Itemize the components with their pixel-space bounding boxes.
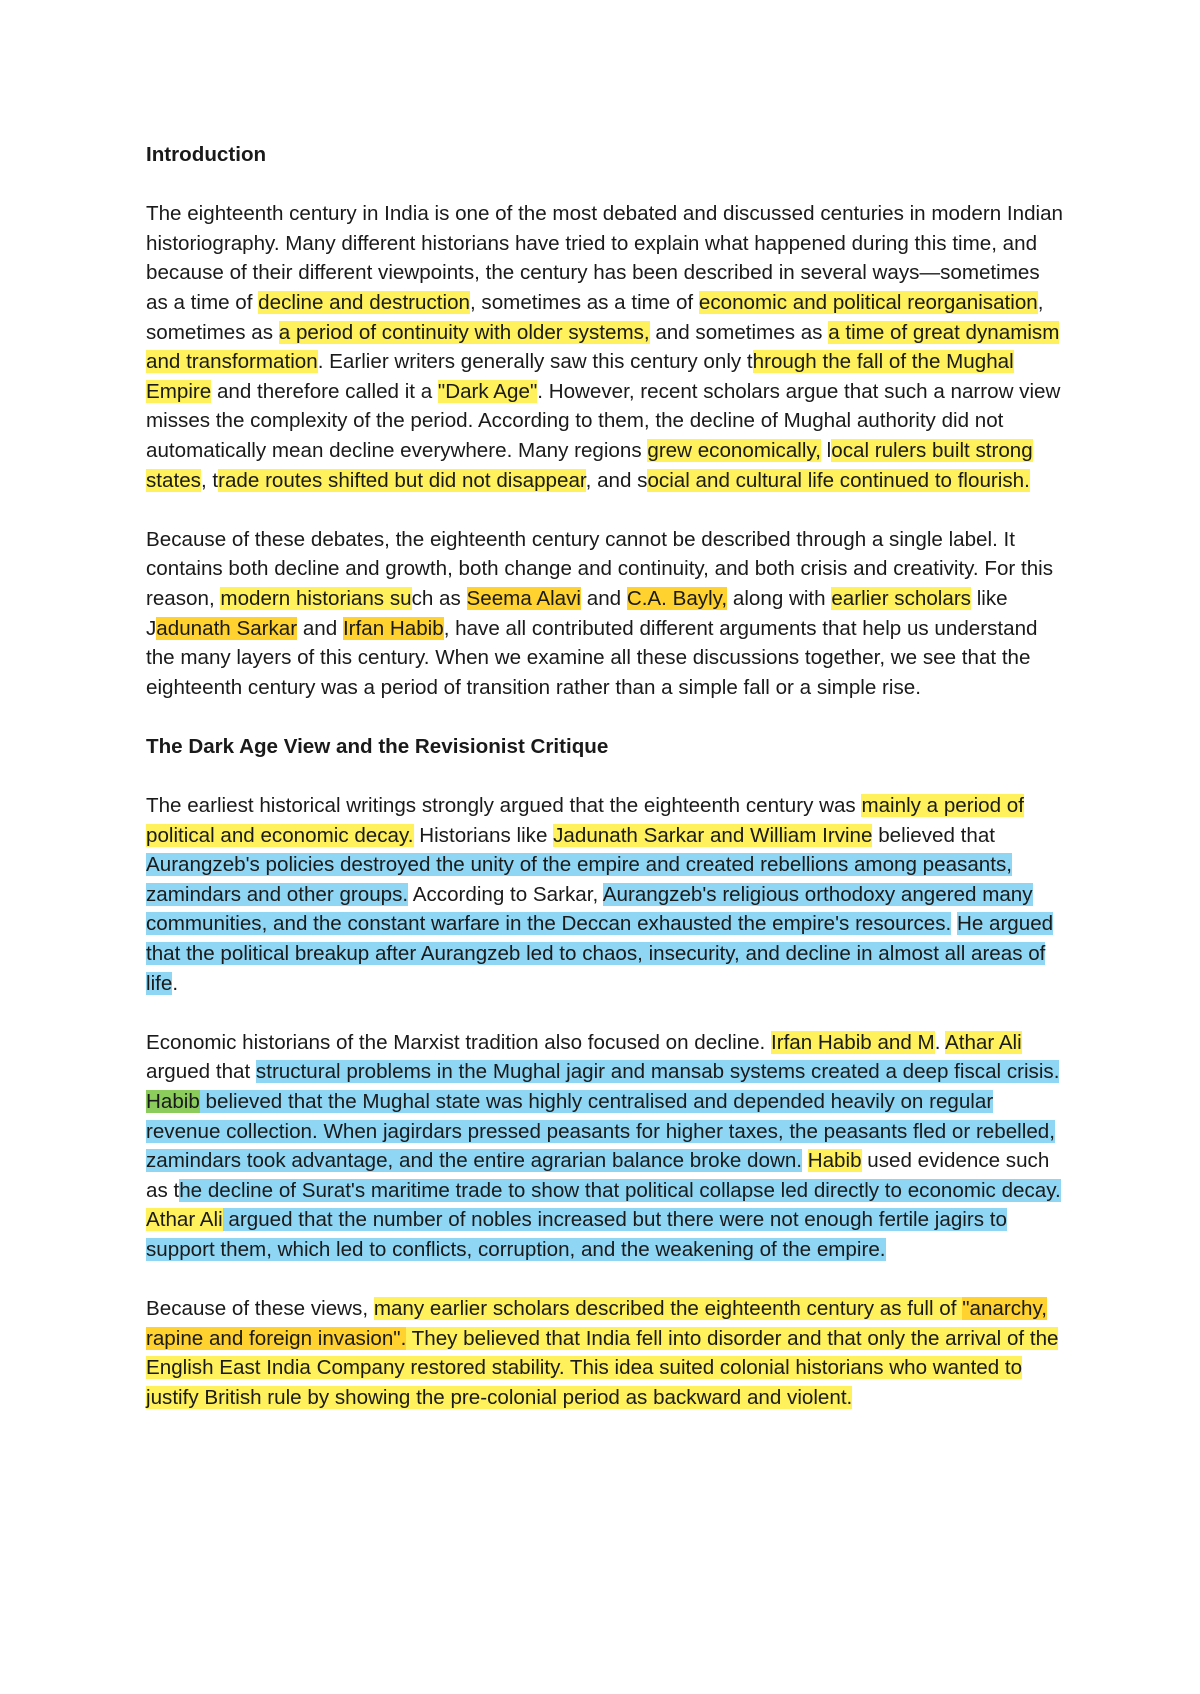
highlighted-text: earlier scholars xyxy=(831,586,971,610)
text-run: ch as xyxy=(411,586,467,610)
text-run: , t xyxy=(200,468,219,492)
highlighted-text: many earlier scholars described the eighteenth century as full of xyxy=(373,1297,963,1321)
highlighted-text: economic and political reorganisation xyxy=(698,290,1038,314)
text-run: . However, recent scholars argue that such a narrow view misses the complexity of the period. According to them, the decline of Mughal authority did not automatically mean decline everywhere. Many regions xyxy=(146,379,1061,462)
highlighted-text: Aurangzeb's policies destroyed the unity of the empire and created rebellions among peasants, zamindars and other groups. xyxy=(146,853,1012,906)
highlighted-text: He argued that the political breakup after Aurangzeb led to chaos, insecurity, and decline in almost all areas of life xyxy=(146,912,1054,995)
highlighted-text: C.A. Bayly, xyxy=(626,586,728,610)
paragraph-dark-age-2 xyxy=(146,1028,1066,1265)
highlighted-text: Aurangzeb's religious orthodoxy angered many communities, and the constant warfare in the Deccan exhausted the empire's resources. xyxy=(146,882,1033,936)
text-run: . Earlier writers generally saw this century only t xyxy=(317,350,753,374)
highlighted-text: When jagirdars pressed peasants for higher taxes, the peasants fled or rebelled, zamindars took advantage, and the entire agrarian balance broke down. xyxy=(146,1119,1055,1173)
text-run: , sometimes as a time of xyxy=(469,290,699,314)
text-run: along with xyxy=(727,586,832,610)
highlighted-text: grew economically, xyxy=(647,438,821,462)
highlighted-text: Athar Ali xyxy=(945,1030,1022,1054)
highlighted-text: a period of continuity with older systems, xyxy=(278,320,650,344)
highlighted-text: structural problems in the Mughal jagir and mansab systems created a deep fiscal crisis. xyxy=(255,1060,1060,1084)
document-body xyxy=(146,140,1066,1442)
text-run: argued that xyxy=(146,1060,256,1084)
text-run: and xyxy=(581,586,627,610)
heading-dark-age: The Dark Age View and the Revisionist Critique xyxy=(146,734,609,758)
highlighted-text: modern historians su xyxy=(220,586,412,610)
highlighted-text: believed that the Mughal state was highly centralised and depended heavily on regular revenue collection. xyxy=(146,1090,994,1143)
highlighted-text: Irfan Habib and M xyxy=(771,1030,935,1054)
highlighted-text: "Dark Age" xyxy=(437,379,538,403)
highlighted-text: he decline of Surat's maritime trade to show that political collapse led directly to economic decay. xyxy=(179,1178,1061,1202)
text-run: . xyxy=(172,971,179,995)
text-run: , sometimes as xyxy=(146,290,1044,344)
highlighted-text: a time of great dynamism and transformation xyxy=(146,320,1060,374)
highlighted-text: mainly a period of political and economic decay. xyxy=(146,794,1024,847)
highlighted-text: Habib xyxy=(807,1149,862,1173)
text-run: The earliest historical writings strongly argued that the eighteenth century was xyxy=(146,794,862,818)
text-run: and sometimes as xyxy=(649,320,829,344)
text-run: Because of these debates, the eighteenth century cannot be described through a single label. It contains both decline and growth, both change and continuity, and both crisis and creativity. For this reason, xyxy=(146,527,1054,610)
paragraph-dark-age-3 xyxy=(146,1294,1066,1412)
highlighted-text: ocial and cultural life continued to flourish. xyxy=(647,468,1030,492)
highlighted-text: "anarchy, rapine and foreign invasion". xyxy=(146,1297,1047,1350)
highlighted-text: ocal rulers built strong states xyxy=(146,438,1033,492)
highlighted-text: They believed that India fell into disorder and that only the arrival of the English East India Company restored stability. This idea suited colonial historians who wanted to justify British rule by showing the pre-colonial period as backward and violent. xyxy=(146,1326,1059,1409)
highlighted-text: Seema Alavi xyxy=(466,586,582,610)
highlighted-text: argued that the number of nobles increased but there were not enough fertile jagirs to support them, which led to conflicts, corruption, and the weakening of the empire. xyxy=(146,1208,1007,1261)
text-run: like J xyxy=(146,586,1008,640)
highlighted-text: Habib xyxy=(146,1090,200,1113)
highlighted-text: hrough the fall of the Mughal Empire xyxy=(146,350,1014,403)
heading-introduction: Introduction xyxy=(146,143,267,166)
text-run: The eighteenth century in India is one of the most debated and discussed centuries in modern Indian historiography. Many different historians have tried to explain what happened during this time, and because of their different viewpoints, the century has been described in several ways—sometimes as a time of xyxy=(146,202,1064,314)
highlighted-text: rade routes shifted but did not disappear xyxy=(218,468,586,492)
text-run: used evidence such as t xyxy=(146,1149,1050,1202)
text-run: Economic historians of the Marxist tradition also focused on decline. xyxy=(146,1030,771,1054)
paragraph-intro-2 xyxy=(146,525,1066,703)
text-run: According to Sarkar, xyxy=(408,882,603,906)
paragraph-dark-age-1 xyxy=(146,791,1066,998)
text-run: and xyxy=(297,616,343,640)
text-run: l xyxy=(820,438,832,462)
text-run: , and s xyxy=(585,468,648,492)
text-run: and therefore called it a xyxy=(211,379,438,403)
highlighted-text: Athar Ali xyxy=(146,1208,223,1232)
text-run: . xyxy=(934,1030,946,1054)
paragraph-intro-1 xyxy=(146,199,1066,495)
text-run: , have all contributed different arguments that help us understand the many layers of this century. When we examine all these discussions together, we see that the eighteenth century was a period of transition rather than a simple fall or a simple rise. xyxy=(146,616,1038,699)
text-run: believed that xyxy=(872,823,995,847)
text-run: Because of these views, xyxy=(146,1297,374,1321)
highlighted-text: Jadunath Sarkar and William Irvine xyxy=(553,823,873,847)
highlighted-text: adunath Sarkar xyxy=(156,616,298,640)
highlighted-text: decline and destruction xyxy=(258,290,470,314)
text-run: Historians like xyxy=(413,823,554,847)
text-run xyxy=(802,1149,808,1172)
highlighted-text: Irfan Habib xyxy=(342,616,444,640)
